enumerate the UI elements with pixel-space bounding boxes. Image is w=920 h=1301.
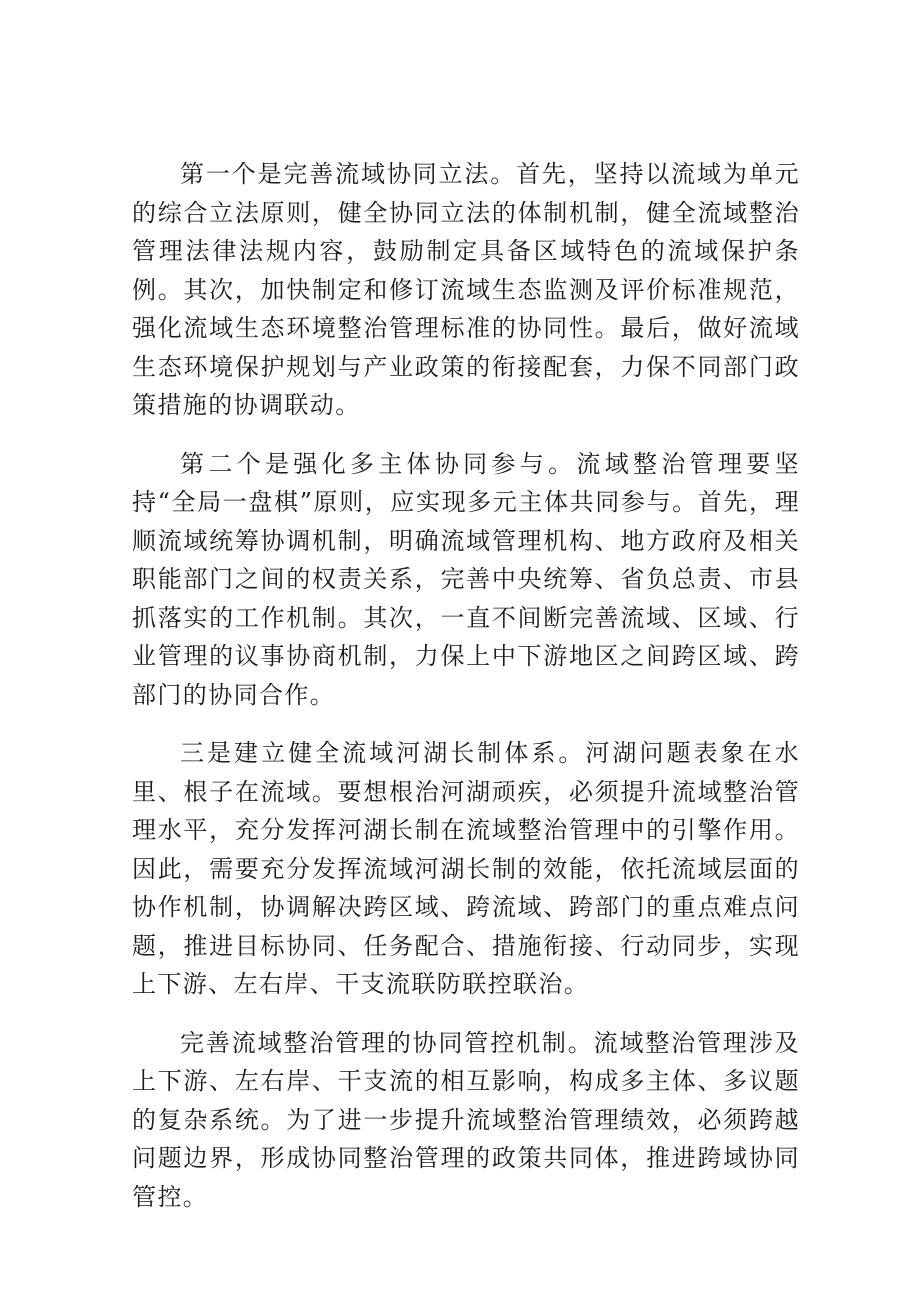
- document-body: [132, 155, 800, 1216]
- paragraph-3: 三是建立健全流域河湖长制体系。河湖问题表象在水里、根子在流域。要想根治河湖顽疾，必须提升流域整治管理水平，充分发挥河湖长制在流域整治管理中的引擎作用。因此，需要充分发挥流域河湖长制的效能，依托流域层面的协作机制，协调解决跨区域、跨流域、跨部门的重点难点问题，推进目标协同、任务配合、措施衔接、行动同步，实现上下游、左右岸、干支流联防联控联治。: [132, 739, 800, 998]
- paragraph-1: 第一个是完善流域协同立法。首先，坚持以流域为单元的综合立法原则，健全协同立法的体制机制，健全流域整治管理法律法规内容，鼓励制定具备区域特色的流域保护条例。其次，加快制定和修订流域生态监测及评价标准规范，强化流域生态环境整治管理标准的协同性。最后，做好流域生态环境保护规划与产业政策的衔接配套，力保不同部门政策措施的协调联动。: [132, 160, 800, 419]
- paragraph-4: 完善流域整治管理的协同管控机制。流域整治管理涉及上下游、左右岸、干支流的相互影响，构成多主体、多议题的复杂系统。为了进一步提升流域整治管理绩效，必须跨越问题边界，形成协同整治管理的政策共同体，推进跨域协同管控。: [132, 1028, 800, 1211]
- paragraph-2: 第二个是强化多主体协同参与。流域整治管理要坚持“全局一盘棋”原则，应实现多元主体共同参与。首先，理顺流域统筹协调机制，明确流域管理机构、地方政府及相关职能部门之间的权责关系，完善中央统筹、省负总责、市县抓落实的工作机制。其次，一直不间断完善流域、区域、行业管理的议事协商机制，力保上中下游地区之间跨区域、跨部门的协同合作。: [132, 449, 800, 709]
